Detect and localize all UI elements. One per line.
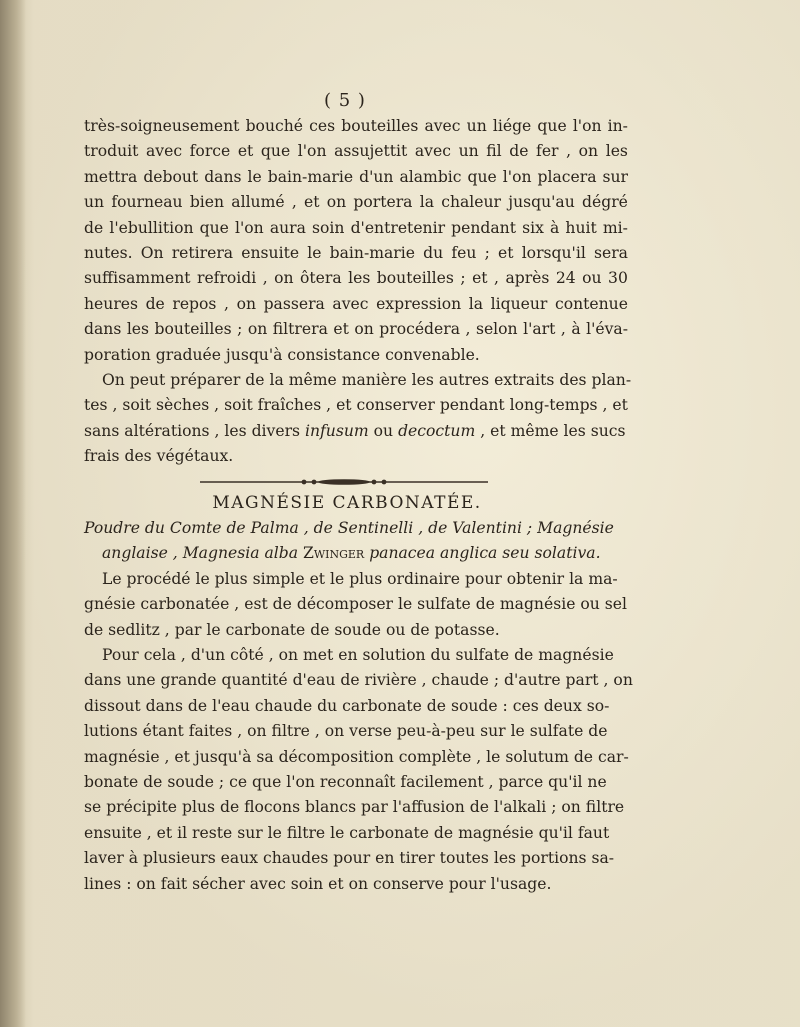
- text-line: tes , soit sèches , soit fraîches , et conserver pendant long-temps , et: [84, 396, 628, 415]
- section-heading: MAGNÉSIE CARBONATÉE.: [212, 493, 482, 513]
- text-line: Le procédé le plus simple et le plus ordinaire pour obtenir la ma-: [102, 569, 618, 588]
- text-line: poration graduée jusqu'à consistance convenable.: [84, 345, 480, 364]
- text-line: très-soigneusement bouché ces bouteilles avec un liége que l'on in-: [84, 117, 628, 135]
- text-line: de sedlitz , par le carbonate de soude ou de potasse.: [84, 620, 500, 639]
- text-line: lutions étant faites , on filtre , on verse peu-à-peu sur le sulfate de: [84, 722, 608, 741]
- latin-term-infusum: infusum: [305, 421, 369, 440]
- text-line: magnésie , et jusqu'à sa décomposition complète , le solutum de car-: [84, 747, 629, 766]
- book-spine-shadow: [0, 0, 26, 1027]
- text-fragment: panacea anglica seu solativa.: [369, 544, 601, 563]
- text-line: mettra debout dans le bain-marie d'un alambic que l'on placera sur: [84, 167, 628, 186]
- latin-term-decoctum: decoctum: [398, 421, 476, 440]
- text-line: un fourneau bien allumé , et on portera la chaleur jusqu'au dégré: [84, 193, 628, 212]
- author-name: Zwinger: [303, 544, 365, 563]
- text-fragment: , et même les sucs: [480, 421, 626, 440]
- text-line: ensuite , et il reste sur le filtre le carbonate de magnésie qu'il faut: [84, 823, 610, 842]
- text-line: de l'ebullition que l'on aura soin d'entretenir pendant six à huit mi-: [84, 218, 628, 237]
- text-fragment: sans altérations , les divers: [84, 421, 301, 440]
- text-line: troduit avec force et que l'on assujettit avec un fil de fer , on les: [84, 142, 628, 161]
- synonyms-line: Poudre du Comte de Palma , de Sentinelli , de Valentini ; Magnésie: [84, 519, 614, 537]
- text-line: dans une grande quantité d'eau de rivière , chaude ; d'autre part , on: [84, 671, 633, 690]
- text-line: bonate de soude ; ce que l'on reconnaît facilement , parce qu'il ne: [84, 773, 607, 792]
- text-line: suffisamment refroidi , on ôtera les bouteilles ; et , après 24 ou 30: [84, 269, 628, 288]
- text-line-with-latin-terms: [84, 419, 628, 444]
- text-line: gnésie carbonatée , est de décomposer le sulfate de magnésie ou sel: [84, 595, 627, 614]
- text-fragment: anglaise , Magnesia alba: [102, 544, 299, 563]
- synonyms-line: [84, 541, 628, 566]
- text-line: laver à plusieurs eaux chaudes pour en tirer toutes les portions sa-: [84, 849, 615, 868]
- text-fragment: ou: [373, 421, 394, 440]
- text-line: On peut préparer de la même manière les autres extraits des plan-: [102, 371, 632, 390]
- text-line: Pour cela , d'un côté , on met en solution du sulfate de magnésie: [102, 646, 614, 665]
- ornamental-divider: [200, 479, 488, 485]
- section-body: [84, 516, 633, 897]
- text-line: se précipite plus de flocons blancs par l'affusion de l'alkali ; on filtre: [84, 798, 625, 817]
- text-line: dissout dans de l'eau chaude du carbonate de soude : ces deux so-: [84, 696, 610, 715]
- text-line: dans les bouteilles ; on filtrera et on procédera , selon l'art , à l'éva-: [84, 320, 628, 339]
- text-line: frais des végétaux.: [84, 447, 234, 466]
- text-line: lines : on fait sécher avec soin et on conserve pour l'usage.: [84, 874, 552, 893]
- paragraph-extract-preparation: [84, 114, 632, 470]
- text-line: nutes. On retirera ensuite le bain-marie du feu ; et lorsqu'il sera: [84, 244, 628, 263]
- text-line: heures de repos , on passera avec expression la liqueur contenue: [84, 294, 628, 313]
- page-number: ( 5 ): [324, 90, 366, 111]
